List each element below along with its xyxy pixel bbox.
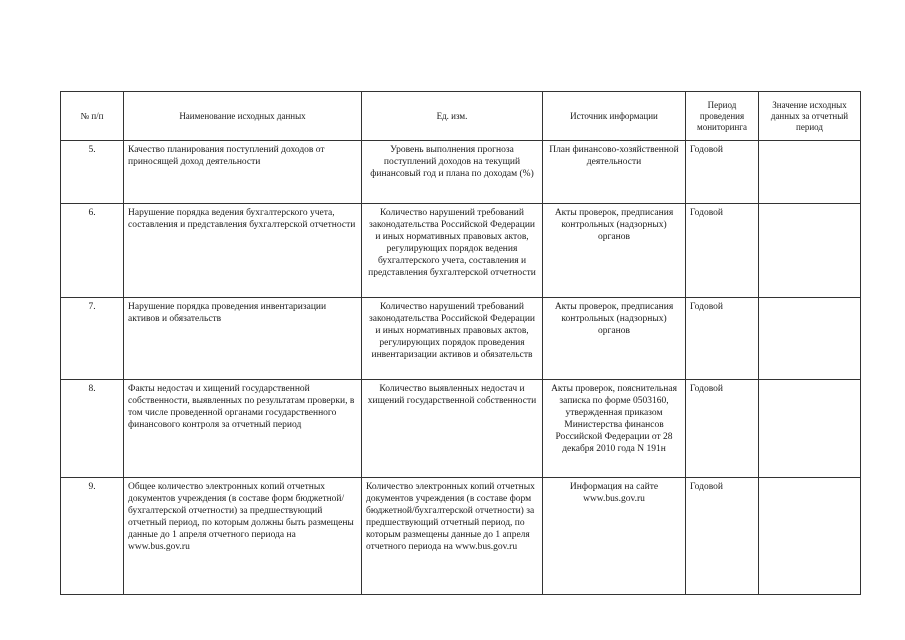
row-value [759, 478, 861, 595]
row-unit: Количество нарушений требований законодательства Российской Федерации и иных нормативных правовых актов, регулирующих порядок ведения бухгалтерского учета, составления и представления бухгалтерской отчетности [362, 204, 543, 298]
row-period: Годовой [686, 478, 759, 595]
header-period: Период проведения мониторинга [686, 92, 759, 141]
row-period: Годовой [686, 298, 759, 380]
row-period: Годовой [686, 204, 759, 298]
table-row [61, 141, 861, 204]
table-header-row [61, 92, 861, 141]
row-period: Годовой [686, 380, 759, 478]
header-name: Наименование исходных данных [124, 92, 362, 141]
row-num: 9. [61, 478, 124, 595]
row-name: Нарушение порядка проведения инвентаризации активов и обязательств [124, 298, 362, 380]
header-num: № п/п [61, 92, 124, 141]
row-value [759, 380, 861, 478]
document-page [60, 91, 860, 595]
row-period: Годовой [686, 141, 759, 204]
header-value: Значение исходных данных за отчетный период [759, 92, 861, 141]
monitoring-data-table [60, 91, 861, 595]
row-source: Акты проверок, предписания контрольных (надзорных) органов [543, 298, 686, 380]
row-unit: Уровень выполнения прогноза поступлений доходов на текущий финансовый год и плана по доходам (%) [362, 141, 543, 204]
table-row [61, 380, 861, 478]
row-num: 6. [61, 204, 124, 298]
row-name: Нарушение порядка ведения бухгалтерского учета, составления и представления бухгалтерской отчетности [124, 204, 362, 298]
row-name: Факты недостач и хищений государственной собственности, выявленных по результатам проверки, в том числе проведенной органами государственного финансового контроля за отчетный период [124, 380, 362, 478]
row-unit: Количество нарушений требований законодательства Российской Федерации и иных нормативных правовых актов, регулирующих порядок проведения инвентаризации активов и обязательств [362, 298, 543, 380]
row-value [759, 204, 861, 298]
table-row [61, 478, 861, 595]
row-num: 5. [61, 141, 124, 204]
row-value [759, 141, 861, 204]
row-value [759, 298, 861, 380]
row-source: Информация на сайте www.bus.gov.ru [543, 478, 686, 595]
header-source: Источник информации [543, 92, 686, 141]
row-source: Акты проверок, предписания контрольных (надзорных) органов [543, 204, 686, 298]
row-unit: Количество выявленных недостач и хищений государственной собственности [362, 380, 543, 478]
row-num: 8. [61, 380, 124, 478]
row-num: 7. [61, 298, 124, 380]
table-row [61, 298, 861, 380]
row-name: Качество планирования поступлений доходов от приносящей доход деятельности [124, 141, 362, 204]
row-source: Акты проверок, пояснительная записка по форме 0503160, утвержденная приказом Министерства финансов Российской Федерации от 28 декабря 2010 года N 191н [543, 380, 686, 478]
row-name: Общее количество электронных копий отчетных документов учреждения (в составе форм бюджетной/бухгалтерской отчетности) за предшествующий отчетный период, по которым должны быть размещены данные до 1 апреля отчетного периода на www.bus.gov.ru [124, 478, 362, 595]
table-row [61, 204, 861, 298]
row-source: План финансово-хозяйственной деятельности [543, 141, 686, 204]
row-unit: Количество электронных копий отчетных документов учреждения (в составе форм бюджетной/бухгалтерской отчетности) за предшествующий отчетный период, по которым размещены данные до 1 апреля отчетного периода на www.bus.gov.ru [362, 478, 543, 595]
header-unit: Ед. изм. [362, 92, 543, 141]
